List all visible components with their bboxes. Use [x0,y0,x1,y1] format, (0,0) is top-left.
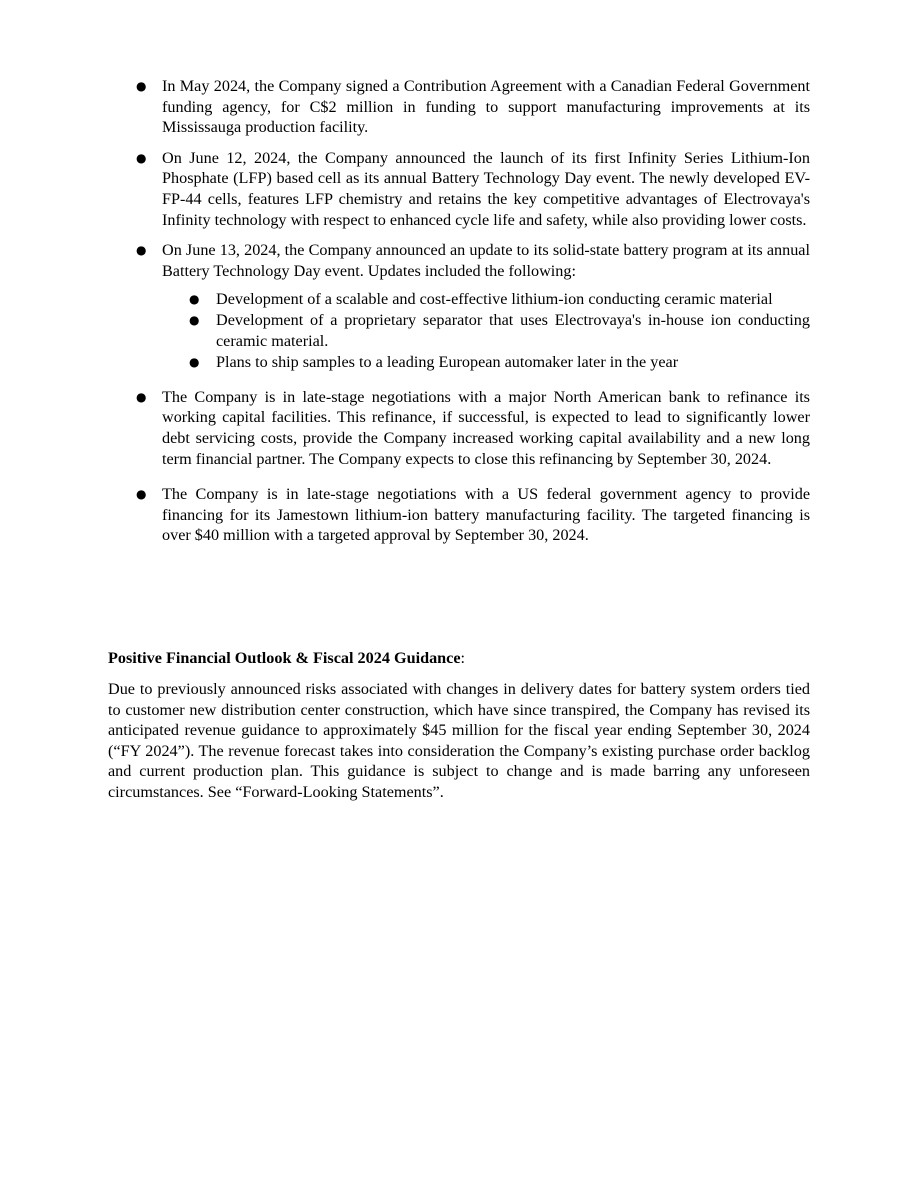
bullet-lfp-cell-launch: ● On June 12, 2024, the Company announced the launch of its first Infinity Series Lithium-Ion Phosphate (LFP) based cell as its annual Battery Technology Day event. The newly developed EV-FP-44 cells, features LFP chemistry and retains the key competitive advantages of Electrovaya's Infinity technology with respect to enhanced cycle life and safety, while also providing lower costs. [136,148,810,230]
sub-bullet-samples: ● Plans to ship samples to a leading European automaker later in the year [189,352,810,373]
section-heading-text: Positive Financial Outlook & Fiscal 2024 Guidance [108,649,461,667]
bullet-bank-refinance: ● The Company is in late-stage negotiations with a major North American bank to refinance its working capital facilities. This refinance, if successful, is expected to lead to significantly lower debt servicing costs, provide the Company increased working capital availability and a new long term financial partner. The Company expects to close this refinancing by September 30, 2024. [136,387,810,469]
bullet-contribution-agreement: ● In May 2024, the Company signed a Contribution Agreement with a Canadian Federal Government funding agency, for C$2 million in funding to support manufacturing improvements at its Mississauga production facility. [136,76,810,138]
bullet-solid-state-update [136,240,810,373]
bullet-solid-state-text: On June 13, 2024, the Company announced an update to its solid-state battery program at its annual Battery Technology Day event. Updates included the following: [162,241,810,280]
guidance-paragraph: Due to previously announced risks associated with changes in delivery dates for battery system orders tied to customer new distribution center construction, which have since transpired, the Company has revised its anticipated revenue guidance to approximately $45 million for the fiscal year ending September 30, 2024 (“FY 2024”). The revenue forecast takes into consideration the Company’s existing purchase order backlog and current production plan. This guidance is subject to change and is made barring any unforeseen circumstances. See “Forward-Looking Statements”. [108,680,810,801]
solid-state-sub-list [162,289,810,372]
sub-bullet-separator: ● Development of a proprietary separator that uses Electrovaya's in-house ion conducting ceramic material. [189,310,810,351]
sub-bullet-ceramic-material: ● Development of a scalable and cost-effective lithium-ion conducting ceramic material [189,289,810,310]
bullet-jamestown-financing: ● The Company is in late-stage negotiations with a US federal government agency to provide financing for its Jamestown lithium-ion battery manufacturing facility. The targeted financing is over $40 million with a targeted approval by September 30, 2024. [136,484,810,546]
section-heading [108,648,810,669]
section-heading-colon: : [460,649,466,667]
highlights-list [136,76,810,546]
